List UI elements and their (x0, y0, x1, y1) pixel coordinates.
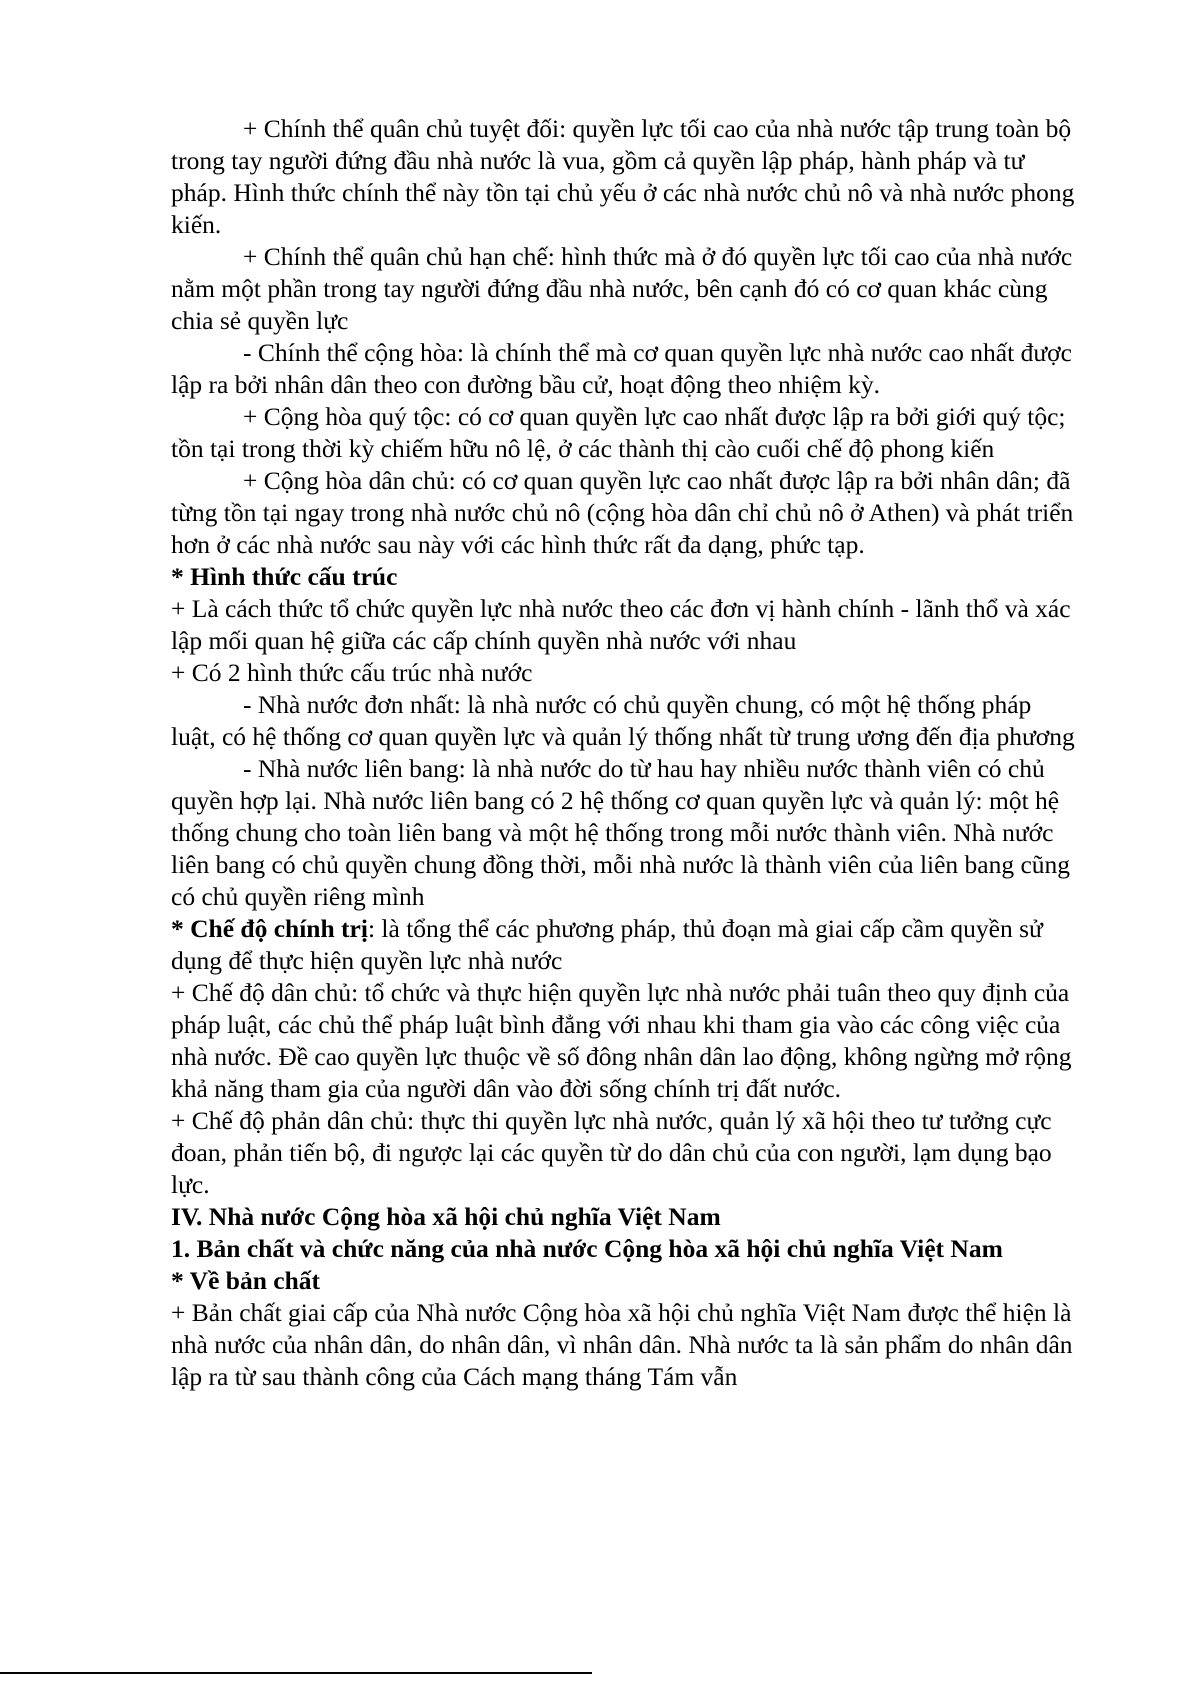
paragraph-political-regime (171, 913, 1081, 977)
paragraph-class-nature: + Bản chất giai cấp của Nhà nước Cộng hòa xã hội chủ nghĩa Việt Nam được thể hiện là nhà nước của nhân dân, do nhân dân, vì nhân dân. Nhà nước ta là sản phẩm do nhân dân lập ra từ sau thành công của Cách mạng tháng Tám vẫn (171, 1298, 1073, 1391)
paragraph-democratic-regime: + Chế độ dân chủ: tổ chức và thực hiện quyền lực nhà nước phải tuân theo quy định của pháp luật, các chủ thể pháp luật bình đẳng với nhau khi tham gia vào các công việc của nhà nước. Đề cao quyền lực thuộc về số đông nhân dân lao động, không ngừng mở rộng khả năng tham gia của người dân vào đời sống chính trị đất nước. (171, 978, 1072, 1103)
paragraph-political-regime-text: : là tổng thể các phương pháp, thủ đoạn mà giai cấp cầm quyền sử dụng để thực hiện quyền lực nhà nước (171, 914, 1043, 975)
heading-subsection-1: 1. Bản chất và chức năng của nhà nước Cộng hòa xã hội chủ nghĩa Việt Nam (171, 1234, 1003, 1263)
footnote-separator-line (0, 1672, 592, 1674)
heading-nature: * Về bản chất (171, 1266, 321, 1295)
paragraph-structure-definition: + Là cách thức tổ chức quyền lực nhà nước theo các đơn vị hành chính - lãnh thổ và xác lập mối quan hệ giữa các cấp chính quyền nhà nước với nhau (171, 594, 1071, 655)
paragraph-democratic-republic: + Cộng hòa dân chủ: có cơ quan quyền lực cao nhất được lập ra bởi nhân dân; đã từng tồn tại ngay trong nhà nước chủ nô (cộng hòa dân chỉ chủ nô ở Athen) và phát triển hơn ở các nhà nước sau này với các hình thức rất đa dạng, phức tạp. (171, 466, 1074, 559)
paragraph-aristocratic-republic: + Cộng hòa quý tộc: có cơ quan quyền lực cao nhất được lập ra bởi giới quý tộc; tồn tại trong thời kỳ chiếm hữu nô lệ, ở các thành thị cào cuối chế độ phong kiến (171, 402, 1066, 463)
paragraph-limited-monarchy: + Chính thể quân chủ hạn chế: hình thức mà ở đó quyền lực tối cao của nhà nước nằm một phần trong tay người đứng đầu nhà nước, bên cạnh đó có cơ quan khác cùng chia sẻ quyền lực (171, 242, 1073, 335)
heading-section-iv: IV. Nhà nước Cộng hòa xã hội chủ nghĩa Việt Nam (171, 1202, 721, 1231)
paragraph-anti-democratic-regime: + Chế độ phản dân chủ: thực thi quyền lực nhà nước, quản lý xã hội theo tư tưởng cực đoan, phản tiến bộ, đi ngược lại các quyền từ do dân chủ của con người, lạm dụng bạo lực. (171, 1106, 1052, 1199)
paragraph-structure-count: + Có 2 hình thức cấu trúc nhà nước (171, 658, 533, 687)
heading-political-regime: * Chế độ chính trị (171, 914, 368, 943)
paragraph-absolute-monarchy: + Chính thể quân chủ tuyệt đối: quyền lực tối cao của nhà nước tập trung toàn bộ trong tay người đứng đầu nhà nước là vua, gồm cả quyền lập pháp, hành pháp và tư pháp. Hình thức chính thể này tồn tại chủ yếu ở các nhà nước chủ nô và nhà nước phong kiến. (171, 114, 1075, 239)
paragraph-republic: - Chính thể cộng hòa: là chính thể mà cơ quan quyền lực nhà nước cao nhất được lập ra bởi nhân dân theo con đường bầu cử, hoạt động theo nhiệm kỳ. (171, 338, 1072, 399)
document-page (171, 113, 1081, 1393)
paragraph-unitary-state: - Nhà nước đơn nhất: là nhà nước có chủ quyền chung, có một hệ thống pháp luật, có hệ thống cơ quan quyền lực và quản lý thống nhất từ trung ương đến địa phương (171, 690, 1075, 751)
heading-structure-form: * Hình thức cấu trúc (171, 562, 398, 591)
paragraph-federal-state: - Nhà nước liên bang: là nhà nước do từ hau hay nhiều nước thành viên có chủ quyền hợp lại. Nhà nước liên bang có 2 hệ thống cơ quan quyền lực và quản lý: một hệ thống chung cho toàn liên bang và một hệ thống trong mỗi nước thành viên. Nhà nước liên bang có chủ quyền chung đồng thời, mỗi nhà nước là thành viên của liên bang cũng có chủ quyền riêng mình (171, 754, 1071, 911)
